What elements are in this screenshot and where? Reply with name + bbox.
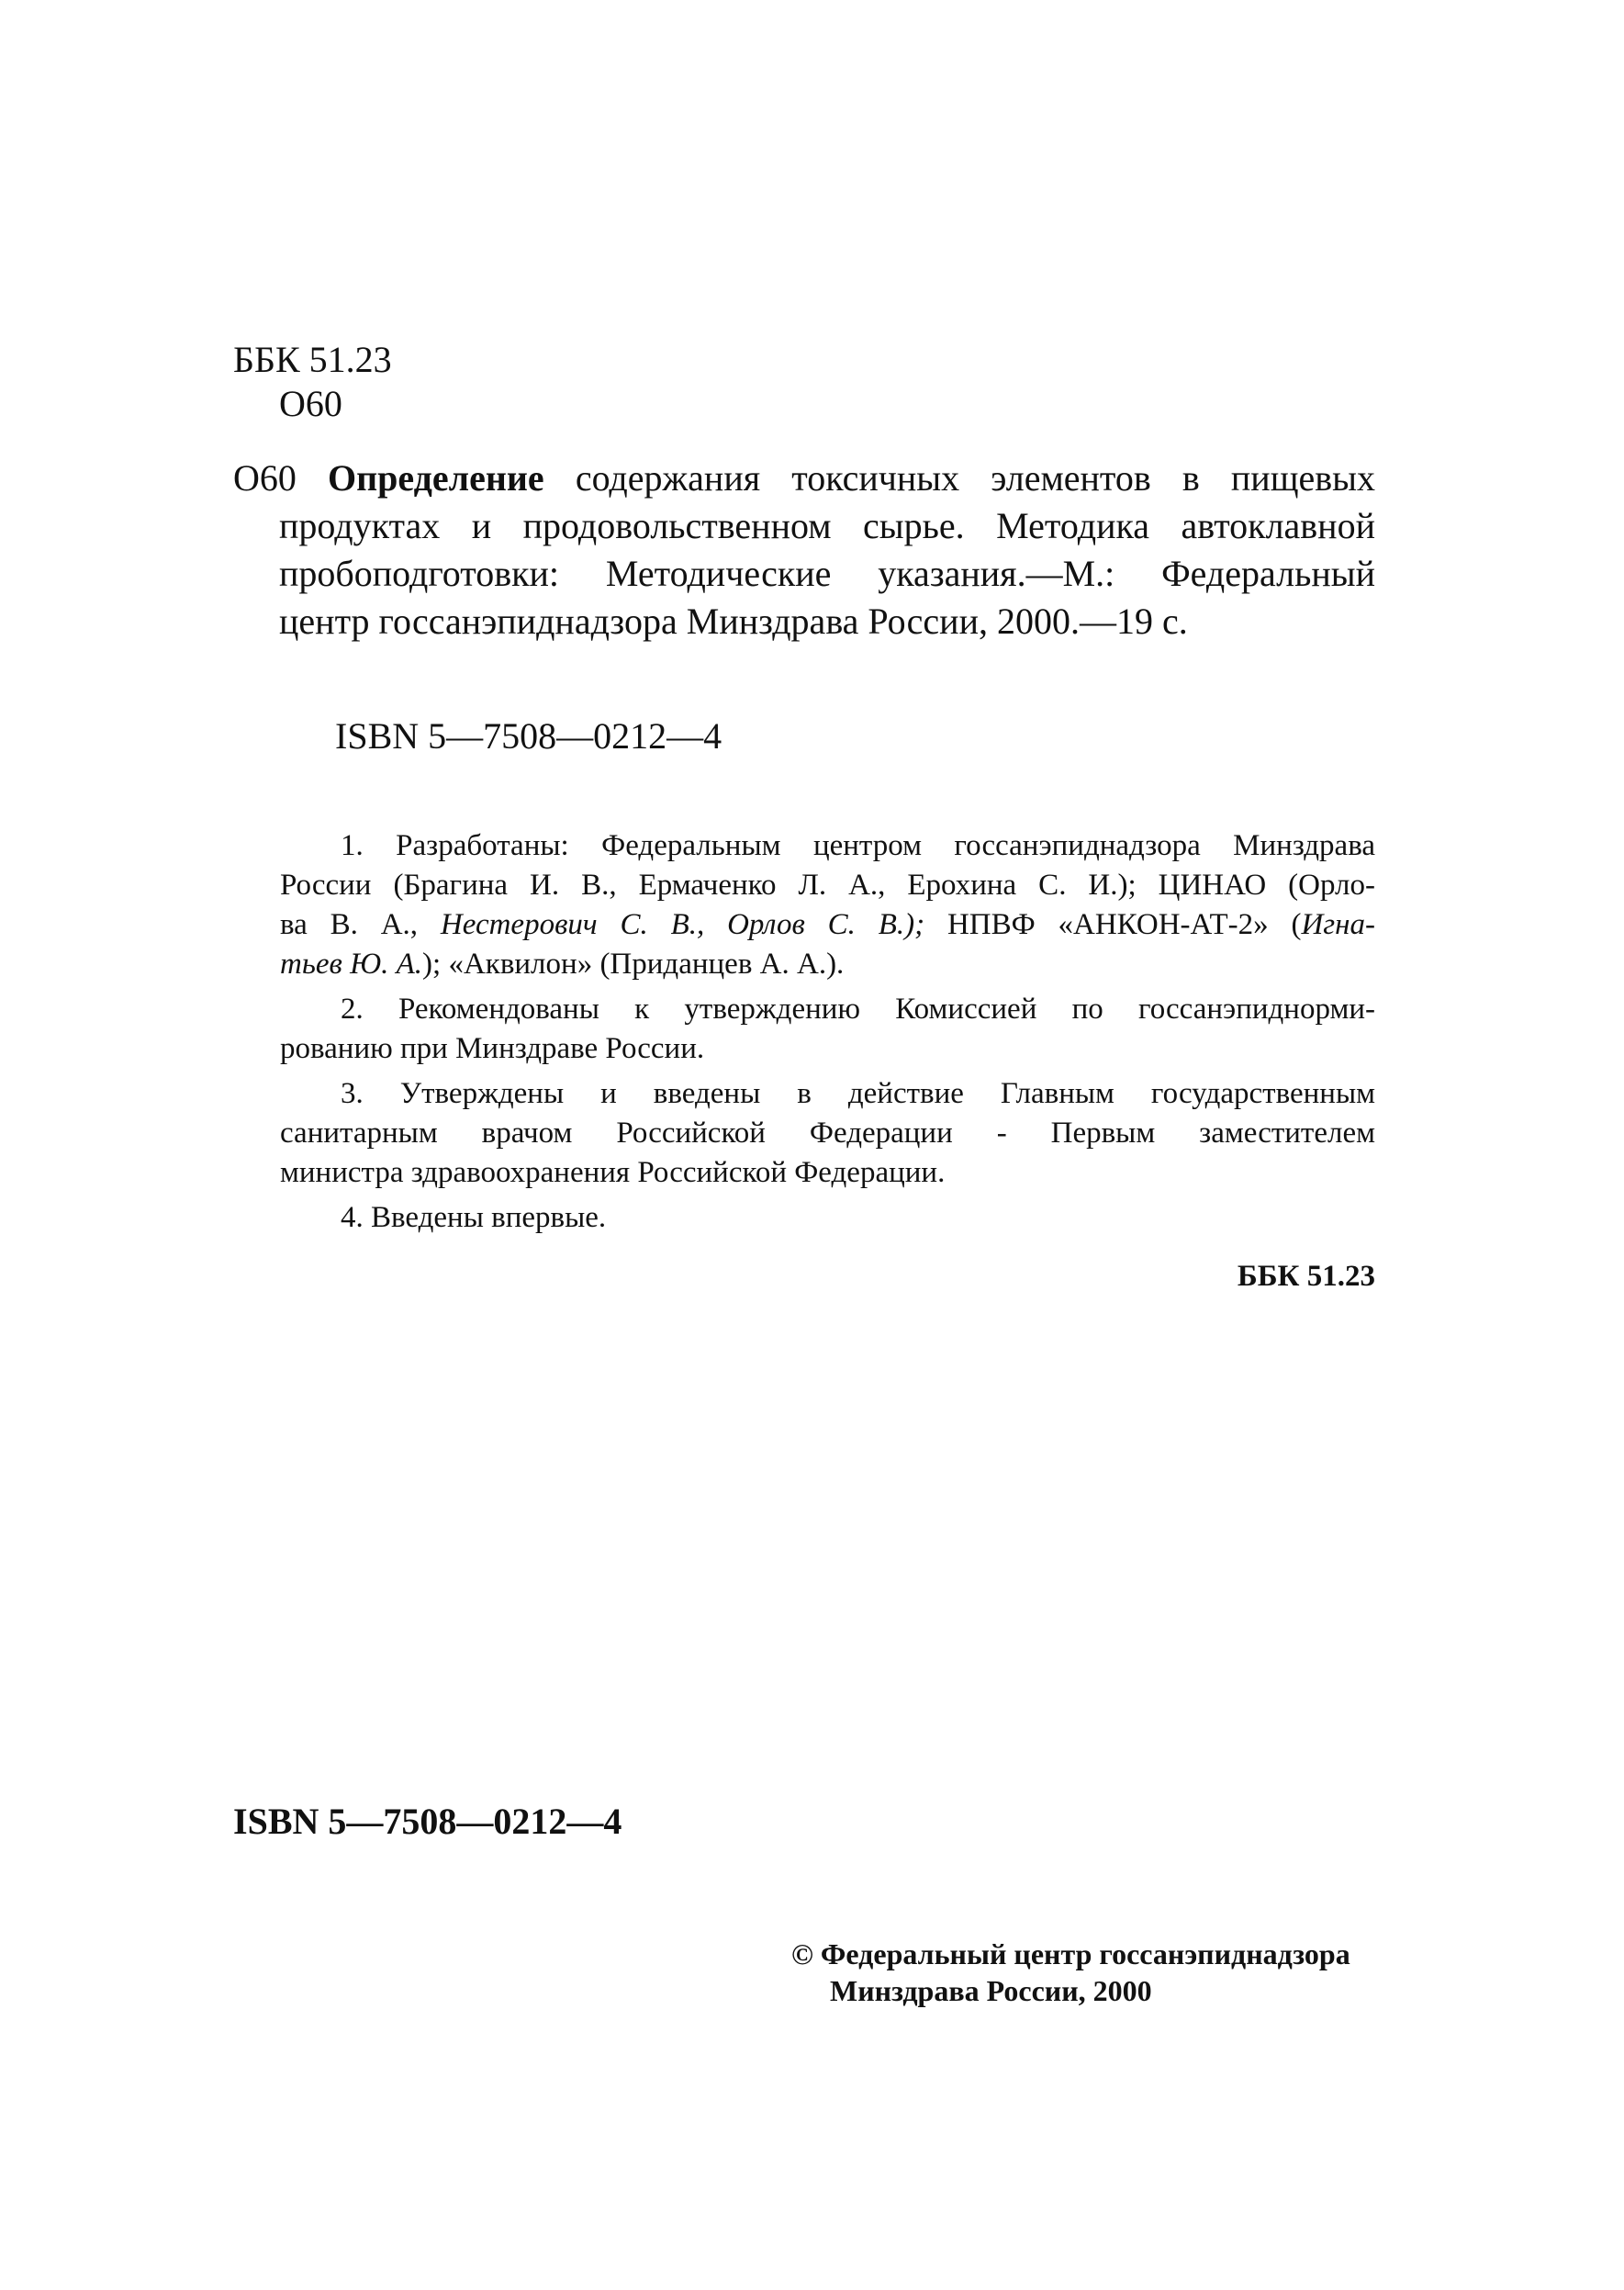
note-3-line-3: министра здравоохранения Российской Федерации. <box>280 1156 946 1189</box>
entry-line-4: центр госсанэпиднадзора Минздрава России, 2000.—19 с. <box>279 601 1188 642</box>
note-1-line-3-a: ва В. А., <box>280 908 419 941</box>
author-mark: О60 <box>279 383 342 424</box>
note-3-line-1: 3. Утверждены и введены в действие Главным государственным <box>341 1077 1375 1110</box>
entry-continuation <box>233 502 1375 645</box>
note-1-line-4-b: ); «Аквилон» (Приданцев А. А.). <box>422 948 845 981</box>
note-1-line-3 <box>280 905 1375 945</box>
entry-line-1 <box>233 455 1375 502</box>
note-1-line-4-a: тьев Ю. А. <box>280 948 423 981</box>
isbn-bottom: ISBN 5—7508—0212—4 <box>233 1801 622 1842</box>
note-1 <box>280 826 1375 984</box>
note-2-line-1: 2. Рекомендованы к утверждению Комиссией по госсанэпиднорми- <box>341 993 1375 1026</box>
isbn-middle: ISBN 5—7508—0212—4 <box>335 715 722 757</box>
note-1-line-3-b: Нестерович С. В., Орлов С. В.); <box>440 908 925 941</box>
entry-mark: О60 <box>233 457 297 499</box>
copyright-line-2: Минздрава России, 2000 <box>830 1974 1152 2007</box>
note-2-line-2: рованию при Минздраве России. <box>280 1032 705 1065</box>
note-1-line-1: 1. Разработаны: Федеральным центром госсанэпиднадзора Минздрава <box>341 829 1375 862</box>
entry-title-bold: Определение <box>328 457 544 499</box>
notes-block <box>280 826 1375 1243</box>
bbk-index-right: ББК 51.23 <box>1237 1260 1375 1293</box>
note-3 <box>280 1074 1375 1193</box>
note-3-line-2: санитарным врачом Российской Федерации - Первым заместителем <box>280 1117 1375 1150</box>
entry-line-1-rest: содержания токсичных элементов в пищевых <box>575 457 1376 499</box>
bbk-header <box>233 338 392 426</box>
note-1-line-2: России (Брагина И. В., Ермаченко Л. А., Ерохина С. И.); ЦИНАО (Орло- <box>280 869 1375 902</box>
copyright-notice <box>791 1936 1350 2009</box>
note-1-line-3-c: НПВФ «АНКОН-АТ-2» ( <box>946 908 1302 941</box>
note-4 <box>280 1198 1375 1238</box>
note-4-line-1: 4. Введены впервые. <box>341 1201 607 1234</box>
bbk-index: ББК 51.23 <box>233 339 392 380</box>
note-1-line-3-d: Игна- <box>1301 908 1376 941</box>
note-1-line-4 <box>280 945 1375 984</box>
entry-line-3: пробоподготовки: Методические указания.—М.: Федеральный <box>279 553 1375 594</box>
copyright-line-1: © Федеральный центр госсанэпиднадзора <box>791 1937 1350 1970</box>
note-2 <box>280 990 1375 1069</box>
bibliographic-entry <box>233 455 1375 645</box>
entry-line-2: продуктах и продовольственном сырье. Методика автоклавной <box>279 505 1375 546</box>
